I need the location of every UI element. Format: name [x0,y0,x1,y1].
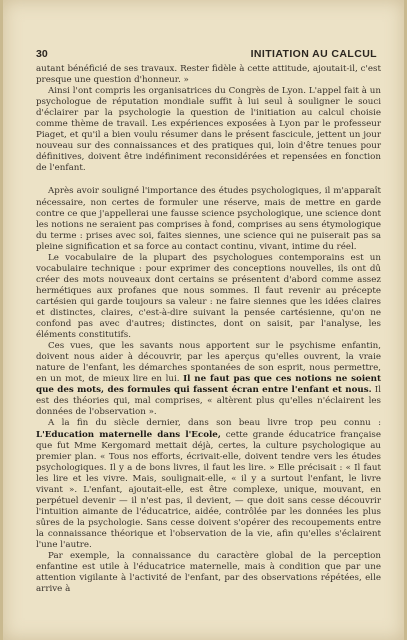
paragraph: Par exemple, la connaissance du caractère global de la perception enfantine est utile à l'éducatrice maternelle, mais à condition que par une attention vigilante à l'activité de l'enfant, par des observations répétées, elle arrive à [36,551,381,595]
paragraph: autant bénéficié de ses travaux. Rester fidèle à cette attitude, ajoutait-il, c'est presque une question d'honneur. » [36,64,381,86]
paragraph-text: cette grande éducatrice française que fut Mme Kergomard mettait déjà, certes, la culture psychologique au premier plan. « Tous nos efforts, écrivait-elle, doivent tendre vers les études psychologiques. Il y a de bons livres, il faut les lire. » Elle précisait : « Il faut les lire et les vivre. Mais, soulignait-elle, « il y a surtout l'enfant, le livre vivant ». L'enfant, ajoutait-elle, est être complexe, unique, mouvant, en perpétuel devenir — il n'est pas, il devient, — que doit sans cesse découvrir l'intuition aimante de l'éducatrice, aidée, contrôlée par les données les plus sûres de la psychologie. Sans cesse doivent s'opérer des recoupements entre la connaissance théorique et l'observation de la vie, afin qu'elles s'éclairent l'une l'autre. [36,429,381,550]
book-page [3,0,404,640]
page-header [36,48,377,62]
emphasized-statement: Il ne faut pas que ces notions ne soient que des mots, des formules qui fassent écran entre l'enfant et nous. [36,374,382,396]
paragraph: Ainsi l'ont compris les organisatrices du Congrès de Lyon. L'appel fait à un psychologue de réputation mondiale suffit à lui seul à souligner le souci d'éclairer par la psychologie la question de l'initiation au calcul choisie comme thème de travail. Les expériences exposées à Lyon par le professeur Piaget, et qu'il a bien voulu résumer dans le présent fascicule, jettent un jour nouveau sur des connaissances et des pratiques qui, loin d'être tenues pour définitives, doivent être indéfiniment reconsidérées et repensées en fonction de l'enfant. [36,86,381,174]
page-number: 30 [36,48,48,60]
running-title: INITIATION AU CALCUL [250,48,377,60]
paragraph [36,341,381,418]
page-body [36,64,381,595]
paragraph-text: A la fin du siècle dernier, dans son beau livre trop peu connu : [48,418,381,429]
paragraph: Après avoir souligné l'importance des études psychologiques, il m'apparaît nécessaire, non certes de formuler une réserve, mais de mettre en garde contre ce que j'appellerai une fausse science psychologique, une science dont les notions ne seraient pas comprises à fond, comprises au sens étymologique du terme : prises avec soi, faites siennes, une science qui ne puiserait pas sa pleine signification et sa force au contact continu, vivant, intime du réel. [36,186,381,252]
paragraph-text: Ces vues, que les savants nous apportent sur le psychisme enfantin, doivent nous aider à découvrir, par les aperçus qu'elles ouvrent, la vraie nature de l'enfant, les démarches spontanées de son esprit, nous permettre, en un mot, de mieux lire en lui. [36,341,381,385]
book-title: L'Education maternelle dans l'Ecole, [36,429,221,440]
paragraph: Le vocabulaire de la plupart des psychologues contemporains est un vocabulaire technique : pour exprimer des conceptions nouvelles, ils ont dû créer des mots nouveaux dont certains se présentent d'abord comme assez hermétiques aux profanes que nous sommes. Il faut revenir au précepte cartésien qui garde toujours sa valeur : ne faire siennes que les idées claires et distinctes, claires, c'est-à-dire suivant la pensée cartésienne, qu'on ne confond pas avec d'autres; distinctes, dont on saisit, par l'analyse, les éléments constitutifs. [36,252,381,341]
paragraph [36,418,381,551]
paragraph-text: Il est des théories qui, mal comprises, « altèrent plus qu'elles n'éclairent les données de l'observation ». [36,385,381,418]
